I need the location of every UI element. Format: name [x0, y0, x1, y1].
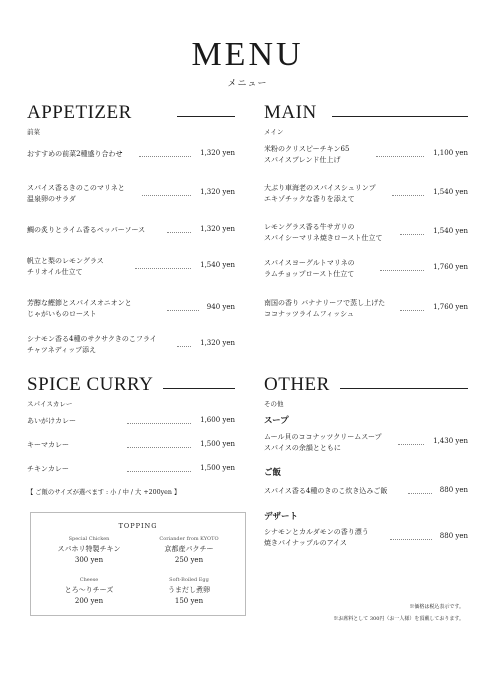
leader-dots — [177, 346, 191, 347]
item-price: 1,500 yen — [200, 464, 235, 472]
other-rule — [340, 388, 468, 389]
topping-item: Coriander from KYOTO 京都産パクチー 250 yen — [159, 536, 219, 564]
main-item — [264, 183, 468, 207]
curry-rule — [163, 388, 235, 389]
leader-dots — [400, 234, 424, 235]
item-name: ムール貝のココナッツクリームスープ スパイスの余韻とともに — [264, 433, 382, 452]
leader-dots — [127, 423, 191, 424]
item-name: キーマカレー — [27, 441, 69, 449]
leader-dots — [380, 270, 424, 271]
menu-subtitle: メニュー — [227, 79, 268, 89]
main-item — [264, 298, 468, 322]
item-name: スパイス香るきのこのマリネと 温泉卵のサラダ — [27, 184, 125, 203]
appetizer-subtitle: 前菜 — [27, 128, 40, 136]
item-price: 880 yen — [439, 486, 468, 494]
item-price: 940 yen — [206, 303, 235, 311]
item-price: 1,320 yen — [200, 225, 235, 233]
main-subtitle: メイン — [264, 128, 284, 136]
appetizer-header — [27, 103, 235, 139]
item-price: 1,430 yen — [433, 437, 468, 445]
appetizer-item — [27, 334, 235, 358]
appetizer-item — [27, 220, 235, 244]
leader-dots — [398, 444, 424, 445]
item-name: スパイス香る4種のきのこ炊き込みご飯 — [264, 487, 388, 495]
leader-dots — [127, 447, 191, 448]
leader-dots — [408, 493, 432, 494]
item-price: 1,100 yen — [433, 149, 468, 157]
rice-heading: ご飯 — [264, 468, 282, 478]
item-name: シナモン香る4種のサクサクきのこフライ チャツネディップ添え — [27, 335, 157, 354]
curry-item — [27, 459, 235, 483]
appetizer-item — [27, 256, 235, 280]
item-name: 南国の香り バナナリーフで蒸し上げた ココナッツライムフィッシュ — [264, 299, 386, 318]
curry-subtitle: スパイスカレー — [27, 400, 73, 408]
other-title: OTHER — [264, 374, 330, 395]
item-name: チキンカレー — [27, 465, 69, 473]
item-name: 大ぶり車海老のスパイスシュリンプ エキゾチックな香りを添えて — [264, 184, 376, 203]
item-price: 1,320 yen — [200, 339, 235, 347]
item-price: 1,320 yen — [200, 188, 235, 196]
item-name: 芳醇な鰹節とスパイスオニオンと じゃがいものロースト — [27, 299, 132, 318]
curry-header — [27, 375, 235, 411]
dessert-item — [264, 527, 468, 551]
topping-item: Special Chicken スパホリ特製チキン 300 yen — [57, 536, 121, 564]
soup-item — [264, 432, 468, 456]
leader-dots — [139, 156, 191, 157]
item-price: 1,540 yen — [433, 227, 468, 235]
item-price: 1,760 yen — [433, 303, 468, 311]
topping-item: Cheese とろ〜りチーズ 200 yen — [64, 577, 114, 605]
soup-heading: スープ — [264, 416, 289, 426]
item-price: 1,600 yen — [200, 416, 235, 424]
leader-dots — [167, 232, 191, 233]
topping-title: TOPPING — [118, 522, 158, 530]
item-price: 1,320 yen — [200, 149, 235, 157]
item-name: あいがけカレー — [27, 417, 76, 425]
main-item — [264, 258, 468, 282]
leader-dots — [135, 268, 191, 269]
leader-dots — [400, 310, 424, 311]
item-price: 880 yen — [439, 532, 468, 540]
item-name: 帆立と梨のレモングラス チリオイル仕立て — [27, 257, 104, 276]
leader-dots — [390, 539, 432, 540]
main-rule — [332, 116, 468, 117]
item-name: スパイスヨーグルトマリネの ラムチョップロースト仕立て — [264, 259, 355, 278]
other-header — [264, 375, 468, 411]
item-name: 鯛の炙りとライム香るペッパーソース — [27, 226, 146, 234]
topping-box — [30, 512, 246, 616]
menu-title: MENU — [191, 36, 304, 73]
appetizer-item — [27, 144, 235, 168]
leader-dots — [142, 195, 191, 196]
main-header — [264, 103, 468, 139]
other-subtitle: その他 — [264, 400, 284, 408]
item-name: 米粉のクリスピーチキン65 スパイスブレンド仕上げ — [264, 145, 350, 164]
leader-dots — [376, 156, 424, 157]
rice-size-note: 【 ご飯のサイズが選べます : 小 / 中 / 大 +200yen 】 — [27, 489, 181, 496]
item-name: レモングラス香る牛サガリの スパイシーマリネ焼きロースト仕立て — [264, 223, 383, 242]
curry-item — [27, 411, 235, 435]
item-price: 1,500 yen — [200, 440, 235, 448]
item-price: 1,760 yen — [433, 263, 468, 271]
dessert-heading: デザート — [264, 512, 299, 522]
item-price: 1,540 yen — [200, 261, 235, 269]
rice-item — [264, 481, 468, 505]
appetizer-rule — [177, 116, 235, 117]
tax-note: ※価格は税込表示です。 — [409, 604, 464, 610]
curry-item — [27, 435, 235, 459]
main-title: MAIN — [264, 102, 317, 123]
leader-dots — [392, 195, 424, 196]
charge-note: ※お席料として 300円（お一人様）を頂戴しております。 — [333, 616, 464, 622]
item-name: シナモンとカルダモンの香り漂う 焼きパイナップルのアイス — [264, 528, 369, 547]
main-item — [264, 144, 468, 168]
main-item — [264, 222, 468, 246]
item-name: おすすめの前菜2種盛り合わせ — [27, 150, 123, 158]
leader-dots — [127, 471, 191, 472]
appetizer-item — [27, 183, 235, 207]
appetizer-title: APPETIZER — [27, 102, 132, 123]
appetizer-item — [27, 298, 235, 322]
item-price: 1,540 yen — [433, 188, 468, 196]
curry-title: SPICE CURRY — [27, 374, 154, 395]
leader-dots — [167, 310, 199, 311]
topping-item: Soft-Boiled Egg うまだし煮卵 150 yen — [168, 577, 210, 605]
